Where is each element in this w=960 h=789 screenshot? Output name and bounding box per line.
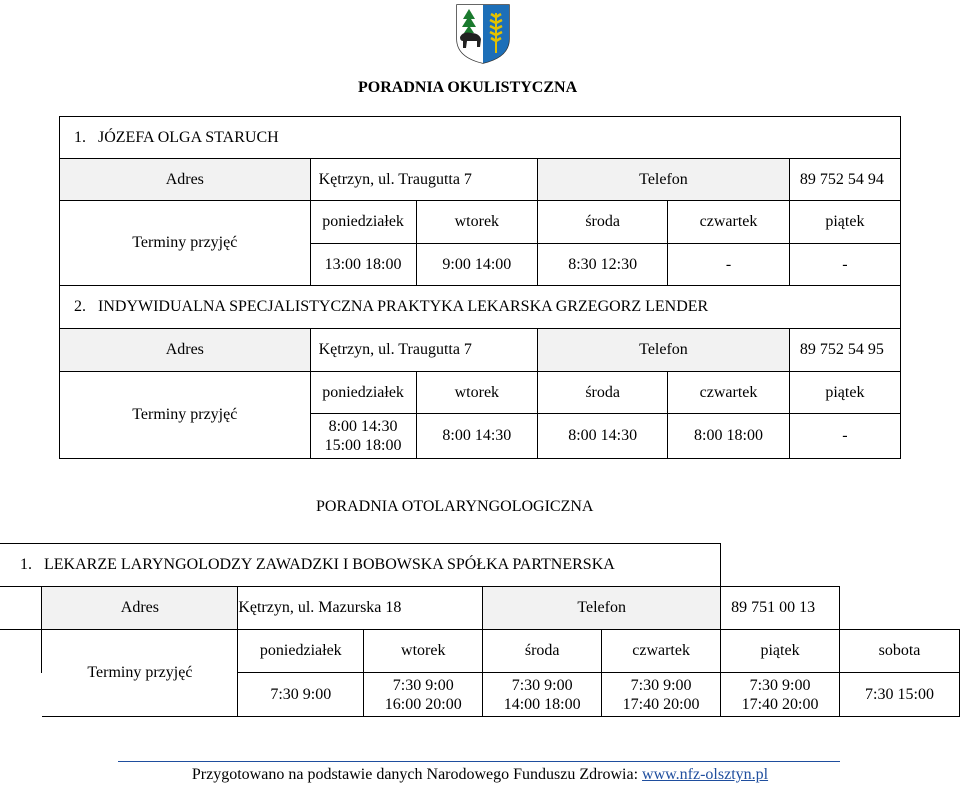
spacer-cell bbox=[0, 630, 42, 673]
hours-slot-1: 7:30 9:00 bbox=[630, 676, 692, 694]
hours-label: Terminy przyjęć bbox=[42, 630, 238, 717]
day-wednesday: środa bbox=[538, 372, 668, 414]
address-label: Adres bbox=[60, 159, 311, 201]
day-monday: poniedziałek bbox=[238, 630, 364, 673]
hours-wednesday: 8:00 14:30 bbox=[538, 414, 668, 459]
spacer-cell bbox=[0, 673, 42, 717]
day-thursday: czwartek bbox=[668, 372, 790, 414]
clinic-table-3 bbox=[0, 543, 960, 717]
hours-thursday: 8:00 18:00 bbox=[668, 414, 790, 459]
day-friday: piątek bbox=[789, 201, 900, 244]
day-thursday: czwartek bbox=[668, 201, 790, 244]
clinic-number: 2. bbox=[74, 298, 86, 315]
clinic-number: 1. bbox=[74, 128, 86, 146]
address-value: Kętrzyn, ul. Traugutta 7 bbox=[310, 329, 538, 372]
clinic-name: LEKARZE LARYNGOLODZY ZAWADZKI I BOBOWSKA SPÓŁKA PARTNERSKA bbox=[44, 556, 615, 573]
hours-slot-1: 7:30 9:00 bbox=[511, 676, 573, 694]
clinic-name-row bbox=[60, 117, 901, 159]
address-label: Adres bbox=[42, 587, 238, 630]
phone-value: 89 752 54 95 bbox=[789, 329, 900, 372]
hours-label: Terminy przyjęć bbox=[60, 372, 311, 459]
hours-friday: - bbox=[789, 244, 900, 286]
day-monday: poniedziałek bbox=[310, 201, 416, 244]
hours-thursday bbox=[602, 673, 721, 717]
hours-label: Terminy przyjęć bbox=[60, 201, 311, 286]
hours-slot-1: 7:30 9:00 bbox=[749, 676, 811, 694]
clinic-name: INDYWIDUALNA SPECJALISTYCZNA PRAKTYKA LEKARSKA GRZEGORZ LENDER bbox=[98, 298, 709, 315]
day-thursday: czwartek bbox=[602, 630, 721, 673]
day-wednesday: środa bbox=[538, 201, 668, 244]
footer-link[interactable]: www.nfz-olsztyn.pl bbox=[642, 766, 769, 783]
phone-value: 89 751 00 13 bbox=[721, 587, 840, 630]
phone-label: Telefon bbox=[538, 159, 790, 201]
day-friday: piątek bbox=[789, 372, 900, 414]
hours-slot-2: 16:00 20:00 bbox=[384, 695, 462, 713]
hours-monday bbox=[310, 414, 416, 459]
hours-thursday: - bbox=[668, 244, 790, 286]
phone-value: 89 752 54 94 bbox=[789, 159, 900, 201]
day-saturday: sobota bbox=[840, 630, 960, 673]
phone-label: Telefon bbox=[483, 587, 721, 630]
hours-tuesday: 8:00 14:30 bbox=[416, 414, 538, 459]
footer-divider bbox=[118, 761, 840, 762]
day-tuesday: wtorek bbox=[416, 201, 538, 244]
hours-monday-slot-2: 15:00 18:00 bbox=[324, 437, 402, 454]
section-title-ophthalmology: PORADNIA OKULISTYCZNA bbox=[358, 79, 578, 96]
clinic-name: JÓZEFA OLGA STARUCH bbox=[98, 128, 279, 146]
hours-slot-2: 17:40 20:00 bbox=[741, 695, 819, 713]
clinic-name-row bbox=[0, 544, 721, 587]
hours-friday: - bbox=[789, 414, 900, 459]
day-tuesday: wtorek bbox=[416, 372, 538, 414]
day-wednesday: środa bbox=[483, 630, 602, 673]
day-tuesday: wtorek bbox=[364, 630, 483, 673]
clinic-table-1 bbox=[59, 116, 901, 459]
footer-text: Przygotowano na podstawie danych Narodowego Funduszu Zdrowia: bbox=[191, 766, 639, 783]
hours-wednesday bbox=[483, 673, 602, 717]
clinic-name-row bbox=[60, 286, 901, 329]
coat-of-arms-logo bbox=[455, 3, 511, 65]
hours-slot-2: 14:00 18:00 bbox=[503, 695, 581, 713]
day-friday: piątek bbox=[721, 630, 840, 673]
hours-tuesday bbox=[364, 673, 483, 717]
hours-slot-2: 17:40 20:00 bbox=[622, 695, 700, 713]
clinic-number: 1. bbox=[20, 556, 32, 573]
hours-monday-slot-1: 8:00 14:30 bbox=[328, 418, 398, 435]
footer bbox=[0, 766, 960, 784]
hours-saturday: 7:30 15:00 bbox=[840, 673, 960, 717]
address-value: Kętrzyn, ul. Traugutta 7 bbox=[310, 159, 538, 201]
hours-wednesday: 8:30 12:30 bbox=[538, 244, 668, 286]
hours-tuesday: 9:00 14:00 bbox=[416, 244, 538, 286]
day-monday: poniedziałek bbox=[310, 372, 416, 414]
empty-cell bbox=[721, 544, 960, 587]
section-title-otolaryngology: PORADNIA OTOLARYNGOLOGICZNA bbox=[316, 498, 594, 515]
hours-monday: 7:30 9:00 bbox=[238, 673, 364, 717]
phone-label: Telefon bbox=[538, 329, 790, 372]
hours-slot-1: 7:30 9:00 bbox=[392, 676, 454, 694]
empty-cell bbox=[840, 587, 960, 630]
hours-monday: 13:00 18:00 bbox=[310, 244, 416, 286]
address-value: Kętrzyn, ul. Mazurska 18 bbox=[238, 587, 483, 630]
address-label: Adres bbox=[60, 329, 311, 372]
spacer-cell bbox=[0, 587, 42, 630]
hours-friday bbox=[721, 673, 840, 717]
